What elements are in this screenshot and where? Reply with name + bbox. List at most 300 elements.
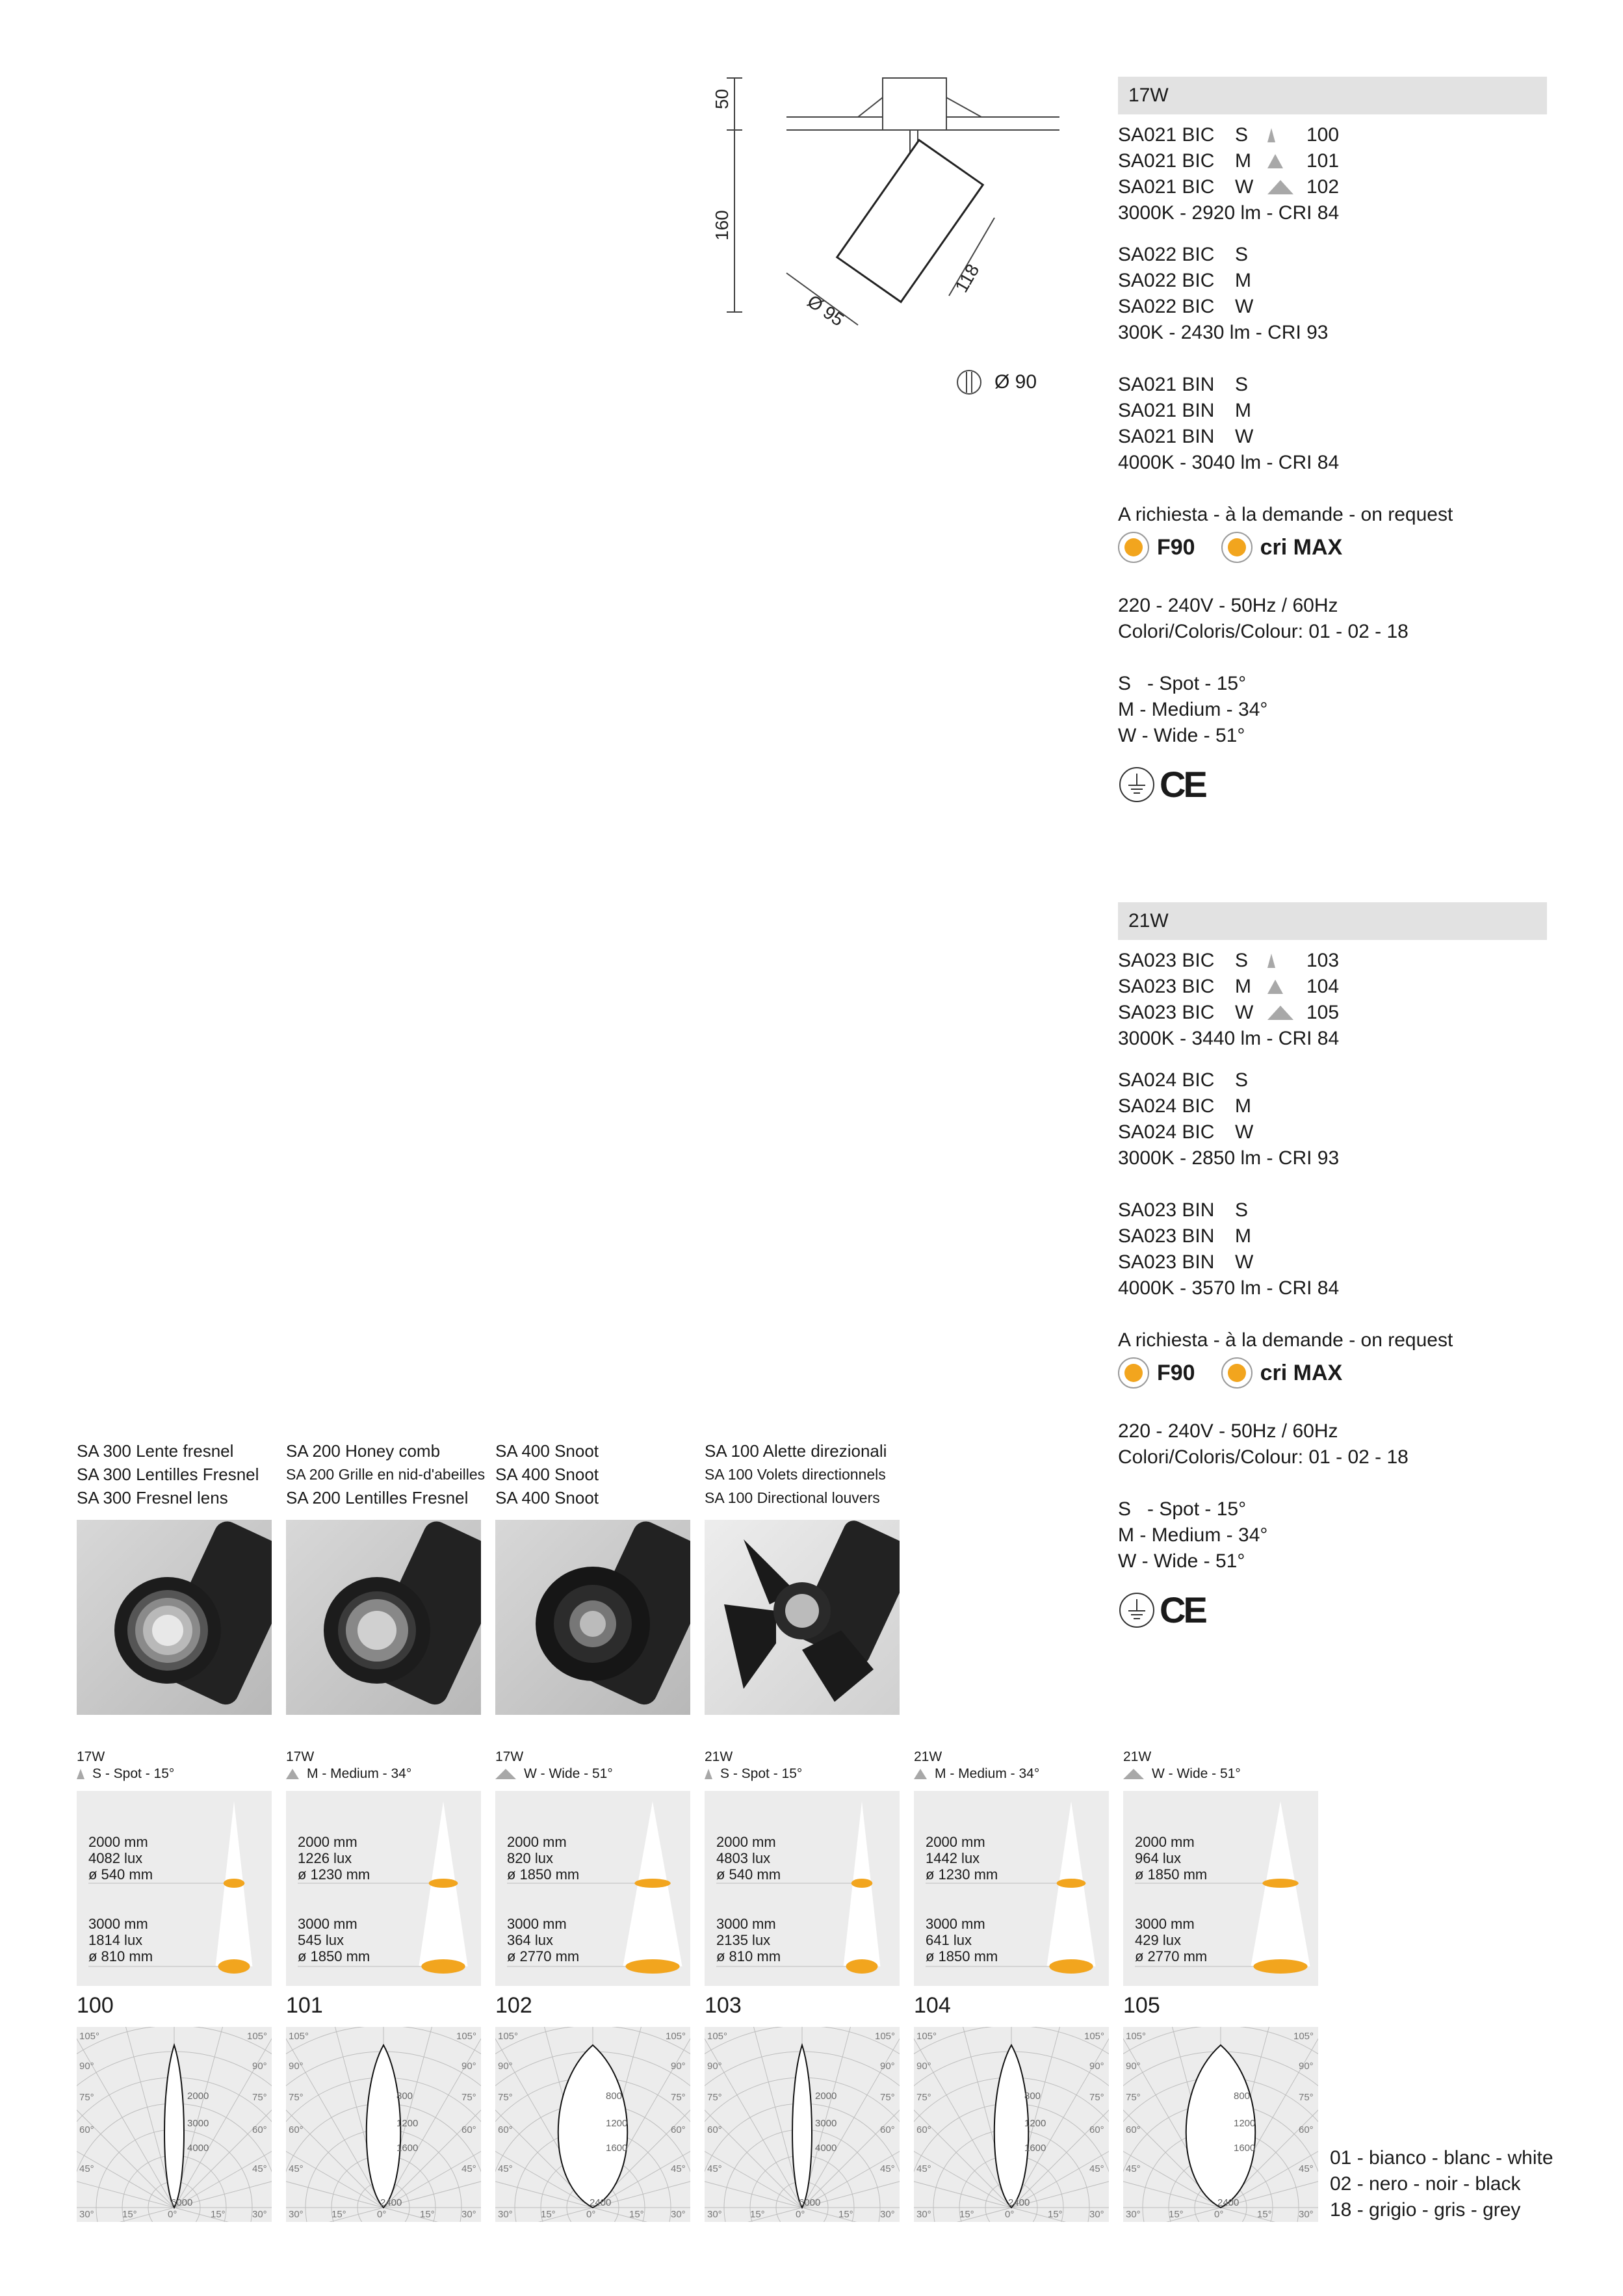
f90-dot-icon	[1118, 532, 1149, 563]
polar-scale-label: 3000	[815, 2118, 837, 2129]
distance-2: 3000 mm	[507, 1916, 567, 1932]
polar-angle-label: 15°	[1169, 2209, 1184, 2220]
polar-diagram	[705, 2027, 900, 2222]
beam-card-header	[705, 1749, 802, 1782]
polar-angle-label: 75°	[707, 2092, 722, 2103]
lux-2: 545 lux	[298, 1932, 344, 1948]
beam-number: 105	[1306, 1002, 1340, 1023]
polar-angle-label: 45°	[79, 2163, 94, 2174]
beam-label: W - Wide - 51°	[524, 1766, 613, 1781]
polar-scale-label: 1200	[1234, 2118, 1256, 2129]
cutout-label: Ø 90	[994, 371, 1037, 393]
accessory-name-en: SA 300 Fresnel lens	[77, 1488, 228, 1507]
polar-angle-label: 90°	[707, 2061, 722, 2072]
polar-number: 100	[77, 1993, 114, 2018]
beam-letter: W	[1235, 1121, 1254, 1143]
beam-card	[705, 1791, 900, 1986]
polar-angle-label: 15°	[420, 2209, 435, 2220]
distance-2: 3000 mm	[1135, 1916, 1195, 1932]
diameter-2: ø 2770 mm	[1135, 1948, 1208, 1964]
colour-black: 02 - nero - noir - black	[1330, 2173, 1521, 2195]
polar-angle-label: 90°	[916, 2061, 931, 2072]
beam-letter: W	[1235, 1002, 1254, 1023]
beam-card	[914, 1791, 1109, 1986]
beam-card-header	[914, 1749, 1039, 1782]
polar-angle-label: 60°	[916, 2124, 931, 2135]
polar-angle-label: 60°	[289, 2124, 304, 2135]
polar-scale-label: 2400	[1008, 2197, 1030, 2208]
spot-triangle-icon	[1267, 128, 1275, 142]
beam-m-legend: M - Medium - 34°	[1118, 1524, 1268, 1546]
product-code: SA023 BIN	[1118, 1199, 1215, 1221]
diameter-1: ø 540 mm	[88, 1866, 153, 1883]
beam-letter: M	[1235, 1095, 1251, 1117]
beam-card-header	[1123, 1749, 1241, 1782]
crimax-dot-icon	[1221, 1357, 1253, 1389]
polar-angle-label: 60°	[1126, 2124, 1141, 2135]
f90-dot-icon	[1118, 1357, 1149, 1389]
accessory-name-en: SA 200 Lentilles Fresnel	[286, 1488, 469, 1507]
polar-curve	[994, 2045, 1029, 2208]
beam-label: M - Medium - 34°	[935, 1766, 1040, 1781]
polar-number: 102	[495, 1993, 532, 2018]
polar-angle-label: 90°	[461, 2061, 476, 2072]
dim-50-label: 50	[712, 88, 732, 109]
polar-angle-label: 15°	[1257, 2209, 1272, 2220]
product-code: SA021 BIN	[1118, 426, 1215, 447]
product-code: SA021 BIN	[1118, 374, 1215, 395]
polar-diagram	[914, 2027, 1109, 2222]
wide-triangle-icon	[1267, 1006, 1293, 1020]
polar-angle-label: 30°	[916, 2209, 931, 2220]
accessory-name-it: SA 400 Snoot	[495, 1441, 599, 1461]
polar-angle-label: 15°	[122, 2209, 137, 2220]
polar-angle-label: 0°	[1214, 2209, 1224, 2220]
polar-angle-label: 60°	[707, 2124, 722, 2135]
polar-scale-label: 2000	[815, 2091, 837, 2102]
polar-angle-label: 30°	[1126, 2209, 1141, 2220]
beam-letter: W	[1235, 1251, 1254, 1273]
beam-letter: S	[1235, 1069, 1249, 1091]
colour-white: 01 - bianco - blanc - white	[1330, 2147, 1553, 2169]
spec-header: 21W	[1118, 902, 1547, 940]
dim-160-label: 160	[712, 210, 732, 241]
polar-angle-label: 15°	[959, 2209, 974, 2220]
polar-scale-label: 3000	[187, 2118, 209, 2129]
polar-angle-label: 105°	[79, 2031, 100, 2042]
polar-scale-label: 800	[606, 2091, 623, 2102]
beam-power: 17W	[286, 1749, 315, 1764]
accessory-name-it: SA 300 Lente fresnel	[77, 1441, 234, 1461]
polar-angle-label: 0°	[168, 2209, 177, 2220]
polar-angle-label: 30°	[671, 2209, 686, 2220]
polar-angle-label: 60°	[79, 2124, 94, 2135]
polar-angle-label: 60°	[1089, 2124, 1104, 2135]
polar-diagram	[1123, 2027, 1318, 2222]
accessory-name-it: SA 200 Honey comb	[286, 1441, 441, 1461]
beam-power: 21W	[914, 1749, 942, 1764]
spec-group-3	[1118, 1197, 1547, 1301]
beam-letter: S	[1235, 1199, 1249, 1221]
cutout-icon	[955, 367, 983, 398]
spec-line: 3000K - 2850 lm - CRI 93	[1118, 1147, 1340, 1169]
polar-angle-label: 75°	[1089, 2092, 1104, 2103]
ce-mark: CE	[1160, 764, 1205, 805]
polar-angle-label: 15°	[629, 2209, 644, 2220]
lux-2: 364 lux	[507, 1932, 553, 1948]
beam-label: S - Spot - 15°	[720, 1766, 803, 1781]
beam-triangle-icon	[495, 1769, 516, 1779]
diameter-2: ø 1850 mm	[926, 1948, 998, 1964]
polar-angle-label: 30°	[707, 2209, 722, 2220]
medium-triangle-icon	[1267, 980, 1283, 994]
spec-header: 17W	[1118, 77, 1547, 114]
distance-1: 2000 mm	[1135, 1834, 1195, 1850]
crimax-dot-icon	[1221, 532, 1253, 563]
accessory-name-fr: SA 300 Lentilles Fresnel	[77, 1465, 259, 1484]
spot-triangle-icon	[1267, 954, 1275, 968]
option-cri: cri MAX	[1260, 1361, 1343, 1385]
lux-2: 641 lux	[926, 1932, 972, 1948]
beam-triangle-icon	[1123, 1769, 1144, 1779]
product-code: SA024 BIC	[1118, 1121, 1215, 1143]
diameter-1: ø 1850 mm	[507, 1866, 580, 1883]
polar-angle-label: 45°	[1299, 2163, 1314, 2174]
polar-angle-label: 105°	[498, 2031, 519, 2042]
polar-angle-label: 30°	[252, 2209, 267, 2220]
polar-angle-label: 75°	[1126, 2092, 1141, 2103]
certifications	[1118, 762, 1547, 807]
polar-angle-label: 75°	[498, 2092, 513, 2103]
option-f90: F90	[1157, 1361, 1195, 1385]
beam-number: 100	[1306, 124, 1340, 146]
polar-angle-label: 30°	[880, 2209, 895, 2220]
product-code: SA021 BIC	[1118, 150, 1215, 172]
lux-1: 4082 lux	[88, 1850, 143, 1866]
polar-angle-label: 60°	[880, 2124, 895, 2135]
ground-symbol-icon	[1118, 1591, 1156, 1629]
beam-label: S - Spot - 15°	[92, 1766, 175, 1781]
polar-angle-label: 90°	[498, 2061, 513, 2072]
lux-2: 1814 lux	[88, 1932, 143, 1948]
polar-scale-label: 2000	[187, 2091, 209, 2102]
distance-1: 2000 mm	[298, 1834, 357, 1850]
polar-scale-label: 6000	[171, 2197, 193, 2208]
dim-118-label: 118	[951, 260, 983, 296]
polar-angle-label: 45°	[880, 2163, 895, 2174]
distance-2: 3000 mm	[298, 1916, 357, 1932]
polar-diagram	[495, 2027, 690, 2222]
polar-angle-label: 0°	[377, 2209, 387, 2220]
beam-triangle-icon	[286, 1769, 299, 1779]
beam-label: W - Wide - 51°	[1152, 1766, 1241, 1781]
accessory-label	[286, 1439, 494, 1509]
snoot-image	[495, 1520, 690, 1715]
polar-angle-label: 75°	[880, 2092, 895, 2103]
accessory-name-en: SA 400 Snoot	[495, 1488, 599, 1507]
polar-angle-label: 75°	[916, 2092, 931, 2103]
beam-letter: M	[1235, 1225, 1251, 1247]
polar-angle-label: 45°	[252, 2163, 267, 2174]
spec-group-1	[1118, 948, 1547, 1052]
distance-2: 3000 mm	[88, 1916, 148, 1932]
beam-card	[495, 1791, 690, 1986]
beam-s-legend: S - Spot - 15°	[1118, 1498, 1247, 1520]
polar-angle-label: 105°	[1293, 2031, 1314, 2042]
accessory-label	[705, 1439, 913, 1509]
polar-curve	[164, 2045, 184, 2208]
polar-angle-label: 105°	[1084, 2031, 1105, 2042]
spec-line: 4000K - 3570 lm - CRI 84	[1118, 1277, 1340, 1299]
diameter-2: ø 2770 mm	[507, 1948, 580, 1964]
beam-card-header	[286, 1749, 411, 1782]
diameter-2: ø 1850 mm	[298, 1948, 370, 1964]
beam-card	[77, 1791, 272, 1986]
distance-2: 3000 mm	[926, 1916, 985, 1932]
product-code: SA022 BIC	[1118, 270, 1215, 291]
product-code: SA021 BIC	[1118, 176, 1215, 198]
accessory-name-fr: SA 200 Grille en nid-d'abeilles	[286, 1466, 486, 1483]
beam-letter: S	[1235, 950, 1249, 971]
beam-letter: W	[1235, 176, 1254, 198]
fresnel-lens-image	[77, 1520, 272, 1715]
polar-angle-label: 105°	[875, 2031, 896, 2042]
options-row	[1118, 1353, 1547, 1392]
polar-scale-label: 4000	[187, 2143, 209, 2154]
polar-scale-label: 1200	[1024, 2118, 1046, 2129]
beam-letter: S	[1235, 244, 1249, 265]
polar-angle-label: 30°	[498, 2209, 513, 2220]
beam-letter: W	[1235, 426, 1254, 447]
polar-diagram	[77, 2027, 272, 2222]
lux-2: 429 lux	[1135, 1932, 1181, 1948]
ce-mark: CE	[1160, 1589, 1205, 1630]
spec-line: 3000K - 2920 lm - CRI 84	[1118, 202, 1340, 224]
polar-angle-label: 105°	[289, 2031, 309, 2042]
polar-angle-label: 75°	[252, 2092, 267, 2103]
polar-scale-label: 2400	[380, 2197, 402, 2208]
voltage: 220 - 240V - 50Hz / 60Hz	[1118, 595, 1338, 616]
polar-angle-label: 30°	[461, 2209, 476, 2220]
beam-w-legend: W - Wide - 51°	[1118, 725, 1245, 746]
beam-power: 17W	[77, 1749, 105, 1764]
option-cri: cri MAX	[1260, 535, 1343, 560]
polar-angle-label: 90°	[289, 2061, 304, 2072]
colour-codes: Colori/Coloris/Colour: 01 - 02 - 18	[1118, 1446, 1409, 1468]
polar-angle-label: 90°	[880, 2061, 895, 2072]
lux-1: 964 lux	[1135, 1850, 1181, 1866]
request-label: A richiesta - à la demande - on request	[1118, 1329, 1453, 1351]
polar-scale-label: 1600	[1234, 2143, 1256, 2154]
polar-angle-label: 105°	[666, 2031, 686, 2042]
distance-1: 2000 mm	[507, 1834, 567, 1850]
polar-number: 101	[286, 1993, 323, 2018]
product-code: SA023 BIN	[1118, 1225, 1215, 1247]
lux-1: 4803 lux	[716, 1850, 771, 1866]
polar-angle-label: 30°	[1299, 2209, 1314, 2220]
spec-line: 4000K - 3040 lm - CRI 84	[1118, 452, 1340, 473]
beam-card	[1123, 1791, 1318, 1986]
polar-angle-label: 15°	[1048, 2209, 1063, 2220]
polar-angle-label: 45°	[916, 2163, 931, 2174]
beam-card-header	[495, 1749, 613, 1782]
polar-angle-label: 90°	[671, 2061, 686, 2072]
beam-triangle-icon	[914, 1769, 927, 1779]
diameter-2: ø 810 mm	[716, 1948, 781, 1964]
polar-angle-label: 90°	[79, 2061, 94, 2072]
polar-angle-label: 90°	[1299, 2061, 1314, 2072]
beam-s-legend: S - Spot - 15°	[1118, 673, 1247, 694]
polar-scale-label: 1200	[396, 2118, 419, 2129]
diameter-1: ø 540 mm	[716, 1866, 781, 1883]
product-code: SA023 BIC	[1118, 976, 1215, 997]
polar-scale-label: 4000	[815, 2143, 837, 2154]
beam-power: 21W	[705, 1749, 733, 1764]
beam-letter: M	[1235, 976, 1251, 997]
beam-triangle-icon	[705, 1769, 712, 1779]
lux-2: 2135 lux	[716, 1932, 771, 1948]
polar-angle-label: 15°	[331, 2209, 346, 2220]
accessory-name-fr: SA 400 Snoot	[495, 1465, 599, 1484]
polar-angle-label: 75°	[79, 2092, 94, 2103]
spec-17w	[1118, 77, 1547, 807]
polar-angle-label: 75°	[671, 2092, 686, 2103]
spec-group-2	[1118, 1067, 1547, 1171]
polar-angle-label: 45°	[289, 2163, 304, 2174]
product-code: SA021 BIC	[1118, 124, 1215, 146]
product-code: SA023 BIN	[1118, 1251, 1215, 1273]
beam-power: 21W	[1123, 1749, 1152, 1764]
polar-angle-label: 45°	[1089, 2163, 1104, 2174]
polar-angle-label: 105°	[916, 2031, 937, 2042]
polar-angle-label: 60°	[252, 2124, 267, 2135]
beam-w-legend: W - Wide - 51°	[1118, 1550, 1245, 1572]
polar-angle-label: 0°	[1005, 2209, 1015, 2220]
polar-angle-label: 15°	[541, 2209, 556, 2220]
beam-power: 17W	[495, 1749, 524, 1764]
directional-louvers-image	[705, 1520, 900, 1715]
polar-angle-label: 15°	[211, 2209, 226, 2220]
accessory-label	[495, 1439, 703, 1509]
certifications	[1118, 1587, 1547, 1633]
distance-1: 2000 mm	[88, 1834, 148, 1850]
polar-angle-label: 0°	[796, 2209, 805, 2220]
beam-letter: S	[1235, 124, 1249, 146]
product-code: SA023 BIC	[1118, 950, 1215, 971]
diameter-1: ø 1230 mm	[298, 1866, 370, 1883]
product-code: SA023 BIC	[1118, 1002, 1215, 1023]
polar-angle-label: 45°	[498, 2163, 513, 2174]
accessory-name-it: SA 100 Alette direzionali	[705, 1441, 887, 1461]
polar-angle-label: 105°	[247, 2031, 268, 2042]
colour-legend	[1330, 2145, 1553, 2223]
polar-angle-label: 90°	[252, 2061, 267, 2072]
medium-triangle-icon	[1267, 154, 1283, 168]
product-code: SA021 BIN	[1118, 400, 1215, 421]
beam-number: 102	[1306, 176, 1340, 198]
options-row	[1118, 528, 1547, 567]
colour-grey: 18 - grigio - gris - grey	[1330, 2199, 1521, 2221]
polar-diagram	[286, 2027, 481, 2222]
diameter-1: ø 1850 mm	[1135, 1866, 1208, 1883]
polar-angle-label: 60°	[1299, 2124, 1314, 2135]
polar-angle-label: 75°	[289, 2092, 304, 2103]
polar-scale-label: 800	[1024, 2091, 1041, 2102]
beam-triangle-icon	[77, 1769, 84, 1779]
polar-angle-label: 105°	[1126, 2031, 1147, 2042]
cutout-info	[955, 367, 1037, 398]
polar-number: 105	[1123, 1993, 1160, 2018]
polar-angle-label: 45°	[1126, 2163, 1141, 2174]
polar-angle-label: 60°	[671, 2124, 686, 2135]
polar-angle-label: 105°	[456, 2031, 477, 2042]
polar-scale-label: 800	[396, 2091, 413, 2102]
diameter-2: ø 810 mm	[88, 1948, 153, 1964]
beam-number: 104	[1306, 976, 1340, 997]
polar-angle-label: 60°	[461, 2124, 476, 2135]
product-code: SA022 BIC	[1118, 296, 1215, 317]
beam-letter: S	[1235, 374, 1249, 395]
spec-line: 300K - 2430 lm - CRI 93	[1118, 322, 1329, 343]
distance-2: 3000 mm	[716, 1916, 776, 1932]
polar-scale-label: 2400	[1217, 2197, 1240, 2208]
spec-group-3	[1118, 372, 1547, 476]
polar-angle-label: 30°	[289, 2209, 304, 2220]
lux-1: 1226 lux	[298, 1850, 352, 1866]
polar-angle-label: 90°	[1089, 2061, 1104, 2072]
colour-codes: Colori/Coloris/Colour: 01 - 02 - 18	[1118, 621, 1409, 642]
polar-scale-label: 1600	[606, 2143, 628, 2154]
beam-number: 101	[1306, 150, 1340, 172]
option-f90: F90	[1157, 535, 1195, 560]
polar-scale-label: 1200	[606, 2118, 628, 2129]
polar-angle-label: 75°	[1299, 2092, 1314, 2103]
spec-group-1	[1118, 122, 1547, 226]
beam-letter: W	[1235, 296, 1254, 317]
polar-scale-label: 2400	[590, 2197, 612, 2208]
polar-angle-label: 30°	[79, 2209, 94, 2220]
beam-m-legend: M - Medium - 34°	[1118, 699, 1268, 720]
polar-scale-label: 800	[1234, 2091, 1251, 2102]
beam-card	[286, 1791, 481, 1986]
product-code: SA022 BIC	[1118, 244, 1215, 265]
beam-card-header	[77, 1749, 174, 1782]
polar-angle-label: 60°	[498, 2124, 513, 2135]
beam-label: M - Medium - 34°	[307, 1766, 412, 1781]
polar-angle-label: 90°	[1126, 2061, 1141, 2072]
product-code: SA024 BIC	[1118, 1069, 1215, 1091]
polar-scale-label: 1600	[396, 2143, 419, 2154]
polar-angle-label: 45°	[461, 2163, 476, 2174]
request-label: A richiesta - à la demande - on request	[1118, 504, 1453, 525]
diameter-1: ø 1230 mm	[926, 1866, 998, 1883]
polar-angle-label: 105°	[707, 2031, 728, 2042]
dim-95-label: Ø 95	[803, 291, 848, 330]
polar-angle-label: 75°	[461, 2092, 476, 2103]
polar-scale-label: 6000	[799, 2197, 821, 2208]
technical-drawing	[708, 65, 1072, 403]
lux-1: 820 lux	[507, 1850, 553, 1866]
polar-angle-label: 45°	[707, 2163, 722, 2174]
honeycomb-grille-image	[286, 1520, 481, 1715]
polar-scale-label: 1600	[1024, 2143, 1046, 2154]
beam-letter: M	[1235, 270, 1251, 291]
polar-curve	[792, 2045, 812, 2208]
accessory-name-en: SA 100 Directional louvers	[705, 1489, 880, 1506]
wide-triangle-icon	[1267, 180, 1293, 194]
lux-1: 1442 lux	[926, 1850, 980, 1866]
distance-1: 2000 mm	[926, 1834, 985, 1850]
